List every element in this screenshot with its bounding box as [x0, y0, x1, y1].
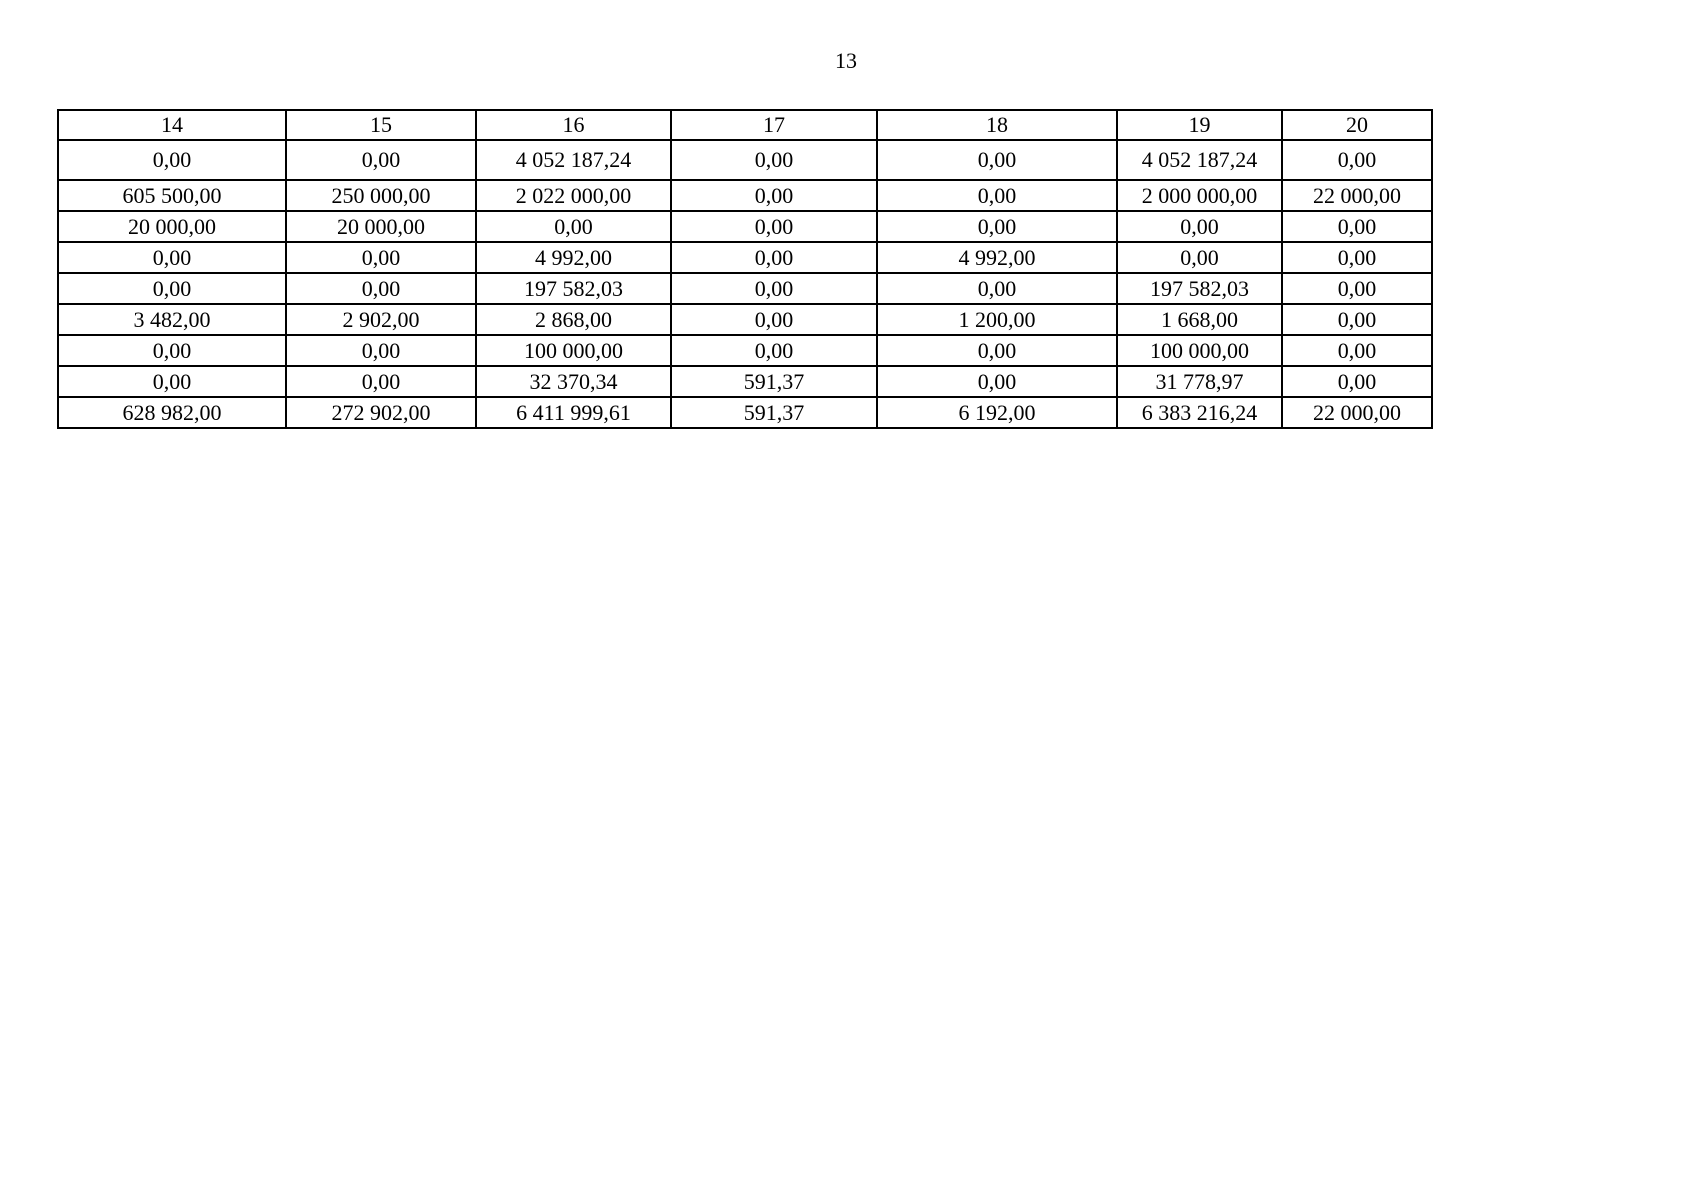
table-cell: 0,00: [58, 366, 286, 397]
table-row-total: [58, 397, 1432, 428]
table-cell: 31 778,97: [1117, 366, 1282, 397]
table-cell: 20 000,00: [286, 211, 476, 242]
table-cell: 0,00: [58, 242, 286, 273]
table-header-row: [58, 110, 1432, 140]
table-cell: 4 052 187,24: [476, 140, 671, 180]
table-cell: 0,00: [1117, 211, 1282, 242]
table-cell: 1 668,00: [1117, 304, 1282, 335]
table-cell: 0,00: [671, 335, 877, 366]
column-header: 14: [58, 110, 286, 140]
table-cell: 4 992,00: [877, 242, 1117, 273]
column-header: 18: [877, 110, 1117, 140]
table-cell: 2 868,00: [476, 304, 671, 335]
table-row: [58, 366, 1432, 397]
table-body: [58, 110, 1432, 428]
table-row: [58, 335, 1432, 366]
page-number: [0, 48, 1697, 74]
table-cell: 4 052 187,24: [1117, 140, 1282, 180]
table-cell: 0,00: [877, 273, 1117, 304]
table-cell: 20 000,00: [58, 211, 286, 242]
table-cell: 0,00: [1282, 242, 1432, 273]
column-header: 17: [671, 110, 877, 140]
table-cell: 0,00: [671, 273, 877, 304]
table-cell: 0,00: [286, 273, 476, 304]
table-cell: 0,00: [58, 335, 286, 366]
table-cell: 628 982,00: [58, 397, 286, 428]
table-cell: 2 000 000,00: [1117, 180, 1282, 211]
table-cell: 591,37: [671, 397, 877, 428]
column-header: 16: [476, 110, 671, 140]
table-cell: 0,00: [671, 140, 877, 180]
table-cell: 100 000,00: [476, 335, 671, 366]
data-table: [57, 109, 1433, 429]
table-cell: 0,00: [671, 180, 877, 211]
table-cell: 0,00: [286, 366, 476, 397]
table-cell: 0,00: [671, 304, 877, 335]
column-header: 19: [1117, 110, 1282, 140]
table-cell: 0,00: [1282, 366, 1432, 397]
table-row: [58, 211, 1432, 242]
table-cell: 0,00: [877, 335, 1117, 366]
table-cell: 0,00: [58, 273, 286, 304]
table-row: [58, 273, 1432, 304]
table-cell: 0,00: [1282, 273, 1432, 304]
table-row: [58, 242, 1432, 273]
table-cell: 605 500,00: [58, 180, 286, 211]
table-cell: 2 902,00: [286, 304, 476, 335]
table-cell: 591,37: [671, 366, 877, 397]
table-cell: 0,00: [877, 140, 1117, 180]
table-cell: 0,00: [671, 211, 877, 242]
table-cell: 6 192,00: [877, 397, 1117, 428]
table-cell: 0,00: [877, 211, 1117, 242]
table-row: [58, 304, 1432, 335]
table-cell: 6 383 216,24: [1117, 397, 1282, 428]
table-cell: 0,00: [877, 366, 1117, 397]
table-cell: 0,00: [476, 211, 671, 242]
table-cell: 197 582,03: [476, 273, 671, 304]
column-header: 20: [1282, 110, 1432, 140]
table-cell: 0,00: [1282, 304, 1432, 335]
table-cell: 22 000,00: [1282, 397, 1432, 428]
table-row: [58, 180, 1432, 211]
table-cell: 0,00: [286, 335, 476, 366]
column-header: 15: [286, 110, 476, 140]
table-cell: 2 022 000,00: [476, 180, 671, 211]
page-number-text: 13: [835, 48, 857, 73]
table-cell: 100 000,00: [1117, 335, 1282, 366]
table-cell: 250 000,00: [286, 180, 476, 211]
table-row: [58, 140, 1432, 180]
table-cell: 6 411 999,61: [476, 397, 671, 428]
table-cell: 0,00: [671, 242, 877, 273]
table-cell: 272 902,00: [286, 397, 476, 428]
table-cell: 0,00: [1282, 335, 1432, 366]
table-cell: 3 482,00: [58, 304, 286, 335]
table-cell: 0,00: [877, 180, 1117, 211]
table-cell: 0,00: [286, 140, 476, 180]
table-cell: 1 200,00: [877, 304, 1117, 335]
table-cell: 0,00: [1282, 140, 1432, 180]
table-cell: 32 370,34: [476, 366, 671, 397]
table-cell: 0,00: [286, 242, 476, 273]
table-cell: 4 992,00: [476, 242, 671, 273]
table-cell: 197 582,03: [1117, 273, 1282, 304]
table-cell: 22 000,00: [1282, 180, 1432, 211]
table-cell: 0,00: [1117, 242, 1282, 273]
table-cell: 0,00: [1282, 211, 1432, 242]
table-cell: 0,00: [58, 140, 286, 180]
